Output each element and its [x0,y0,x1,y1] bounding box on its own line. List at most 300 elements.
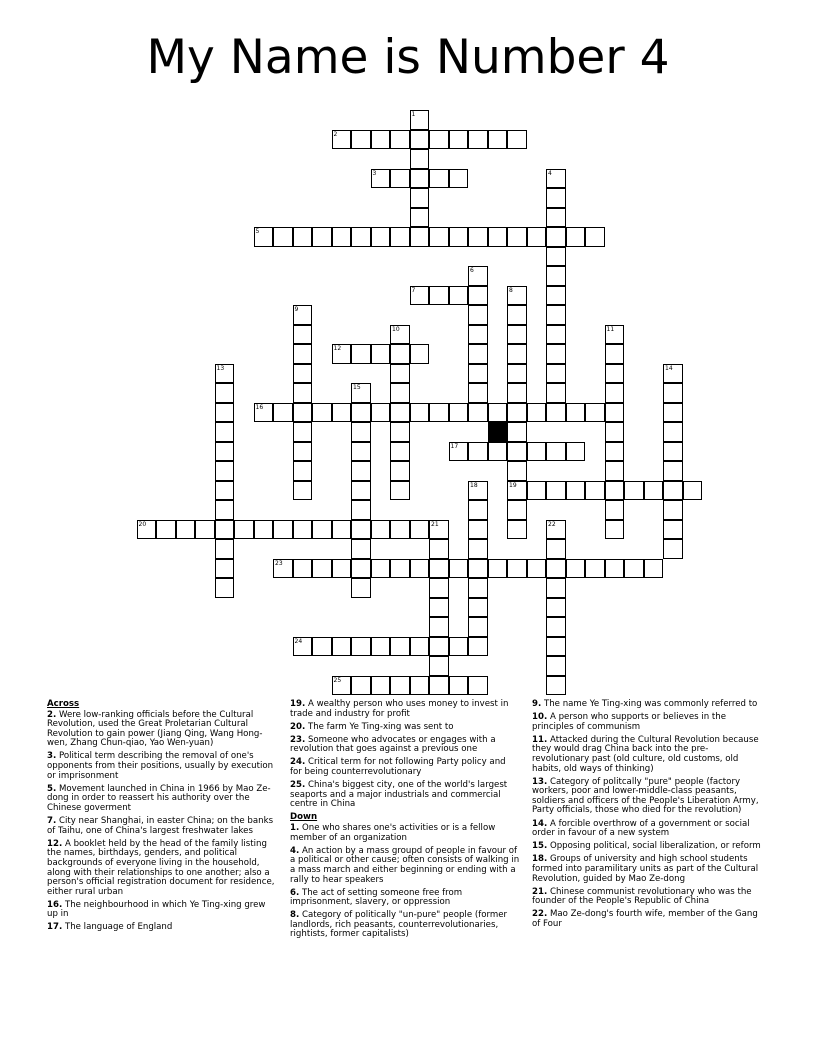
crossword-cell[interactable] [137,520,157,540]
crossword-cell[interactable] [507,130,527,150]
crossword-cell[interactable] [371,520,391,540]
crossword-cell[interactable] [507,461,527,481]
crossword-cell[interactable] [507,500,527,520]
crossword-cell[interactable] [429,676,449,696]
crossword-cell[interactable] [254,520,274,540]
crossword-cell[interactable] [371,637,391,657]
crossword-cell[interactable] [449,442,469,462]
crossword-cell[interactable] [332,559,352,579]
crossword-cell[interactable] [351,344,371,364]
crossword-cell[interactable] [410,208,430,228]
crossword-cell[interactable] [449,637,469,657]
crossword-cell[interactable] [429,520,449,540]
crossword-cell[interactable] [624,559,644,579]
crossword-cell[interactable] [254,403,274,423]
clue-item-number: 19. [290,699,306,709]
clues-column-1 [47,700,277,937]
crossword-cell[interactable] [254,227,274,247]
crossword-cell[interactable] [351,481,371,501]
crossword-cell[interactable] [468,130,488,150]
clue-number: 7 [411,286,416,294]
crossword-cell[interactable] [566,559,586,579]
crossword-cell[interactable] [215,422,235,442]
clue-item-number: 21. [532,886,548,897]
crossword-cell[interactable] [410,188,430,208]
clue-item: 1. One who shares one's activities or is a fellow member of an organization [290,823,496,843]
across-clue-list [47,711,277,933]
crossword-cell[interactable] [293,383,313,403]
clue-number: 10 [392,325,400,333]
clue-number: 16 [255,403,264,411]
crossword-cell[interactable] [546,617,566,637]
crossword-cell[interactable] [468,676,488,696]
crossword-cell[interactable] [410,227,430,247]
crossword-cell[interactable] [566,442,586,462]
crossword-cell[interactable] [332,227,352,247]
crossword-cell[interactable] [215,481,235,501]
across-clue-list-continued [290,700,520,810]
crossword-cell[interactable] [644,559,664,579]
crossword-cell[interactable] [410,130,430,150]
clues-column-3 [532,700,762,933]
crossword-cell[interactable] [390,637,410,657]
clue-item: 8. Category of politically "un-pure" people (former landlords, rich peasants, counterrevolutionaries, rightists, former capitalists) [290,910,508,940]
crossword-cell[interactable] [371,130,391,150]
crossword-cell[interactable] [390,559,410,579]
crossword-cell[interactable] [468,325,488,345]
crossword-cell[interactable] [605,403,625,423]
clue-item: 22. Mao Ze-dong's fourth wife, member of the Gang of Four [532,909,758,929]
clue-item-number: 5. [47,783,57,794]
crossword-cell[interactable] [293,325,313,345]
clue-item-number: 6. [290,887,300,898]
crossword-cell[interactable] [371,344,391,364]
clue-number: 11 [606,325,615,333]
crossword-cell[interactable] [371,559,391,579]
crossword-cell[interactable] [332,403,352,423]
crossword-cell[interactable] [273,403,293,423]
crossword-cell[interactable] [293,461,313,481]
crossword-cell[interactable] [293,481,313,501]
crossword-cell[interactable] [546,442,566,462]
crossword-cell[interactable] [390,227,410,247]
crossword-cell[interactable] [293,520,313,540]
clue-item: 7. City near Shanghai, in easter China; on the banks of Taihu, one of China's largest freshwater lakes [47,816,274,836]
crossword-cell[interactable] [683,481,703,501]
crossword-cell[interactable] [546,539,566,559]
clue-item: 9. The name Ye Ting-xing was commonly referred to [532,699,758,709]
crossword-cell[interactable] [468,598,488,618]
clue-item-number: 22. [532,909,548,920]
crossword-cell[interactable] [449,227,469,247]
crossword-cell[interactable] [429,637,449,657]
crossword-cell[interactable] [371,403,391,423]
crossword-cell[interactable] [332,130,352,150]
crossword-cell[interactable] [507,325,527,345]
crossword-cell[interactable] [468,520,488,540]
crossword-cell[interactable] [449,676,469,696]
clue-item: 25. China's biggest city, one of the world's largest seaports and a major industrials and commercial centre in China [290,780,508,810]
crossword-cell[interactable] [312,559,332,579]
clue-number: 8 [509,286,513,294]
crossword-cell[interactable] [332,637,352,657]
crossword-cell[interactable] [449,559,469,579]
clue-item-number: 24. [290,757,306,768]
crossword-cell[interactable] [390,422,410,442]
crossword-cell[interactable] [663,422,683,442]
crossword-cell[interactable] [605,481,625,501]
crossword-cell[interactable] [293,637,313,657]
crossword-cell[interactable] [156,520,176,540]
clue-number: 1 [411,111,416,118]
crossword-cell[interactable] [663,500,683,520]
crossword-cell[interactable] [507,383,527,403]
clue-item: 20. The farm Ye Ting-xing was sent to [290,721,454,732]
crossword-cell[interactable] [546,403,566,423]
clue-item-number: 7. [47,816,57,827]
crossword-cell[interactable] [429,286,449,306]
crossword-cell[interactable] [371,169,391,189]
crossword-cell[interactable] [215,442,235,462]
clue-item: 15. Opposing political, social liberalization, or reform [532,841,761,852]
crossword-cell[interactable] [546,364,566,384]
crossword-cell[interactable] [585,403,605,423]
clue-number: 12 [333,345,342,352]
clue-item: 11. Attacked during the Cultural Revolution because they would drag China back into the pre-revolutionary past (old culture, old customs, old habits, old ways of thinking) [532,734,759,774]
crossword-cell[interactable] [507,286,527,306]
crossword-cell[interactable] [410,149,430,169]
crossword-cell[interactable] [527,481,547,501]
crossword-cell[interactable] [605,442,625,462]
crossword-cell[interactable] [507,520,527,540]
crossword-cell[interactable] [390,481,410,501]
crossword-cell[interactable] [176,520,196,540]
crossword-cell[interactable] [663,383,683,403]
crossword-cell[interactable] [273,520,293,540]
crossword-cell[interactable] [215,383,235,403]
crossword-cell[interactable] [234,520,254,540]
crossword-cell[interactable] [605,422,625,442]
crossword-cell[interactable] [663,442,683,462]
clue-item: 2. Were low-ranking officials before the Cultural Revolution, used the Great Proletarian Cultural Revolution to gain power (Jiang Qing, Wang Hong-wen, Zhang Chun-qiao, Yao Wen-yuan) [47,709,263,749]
crossword-cell[interactable] [351,227,371,247]
crossword-cell[interactable] [663,403,683,423]
clue-item: 24. Critical term for not following Party policy and for being counterrevolutionary [290,757,506,778]
crossword-cell[interactable] [605,461,625,481]
clue-number: 14 [665,364,673,372]
crossword-cell[interactable] [546,188,566,208]
crossword-cell[interactable] [585,227,605,247]
crossword-cell[interactable] [390,344,410,364]
crossword-cell[interactable] [488,130,508,150]
crossword-cell[interactable] [410,286,430,306]
crossword-cell[interactable] [215,403,235,423]
crossword-cell[interactable] [624,481,644,501]
down-clue-list [290,824,520,940]
crossword-cell[interactable] [546,266,566,286]
crossword-cell[interactable] [293,559,313,579]
crossword-cell[interactable] [332,344,352,364]
crossword-cell[interactable] [585,559,605,579]
crossword-cell[interactable] [293,305,313,325]
crossword-cell[interactable] [410,110,430,130]
clue-number: 21 [431,520,439,528]
crossword-cell[interactable] [468,227,488,247]
crossword-cell[interactable] [527,442,547,462]
crossword-cell[interactable] [468,286,488,306]
crossword-cell[interactable] [605,559,625,579]
crossword-cell[interactable] [468,442,488,462]
crossword-cell[interactable] [332,520,352,540]
crossword-cell[interactable] [546,481,566,501]
crossword-cell[interactable] [663,539,683,559]
crossword-cell[interactable] [663,364,683,384]
crossword-cell[interactable] [644,481,664,501]
crossword-cell[interactable] [546,598,566,618]
crossword-cell[interactable] [546,383,566,403]
crossword-cell[interactable] [429,598,449,618]
crossword-cell[interactable] [468,266,488,286]
across-heading: Across [47,699,80,709]
crossword-cell[interactable] [410,676,430,696]
crossword-cell[interactable] [546,169,566,189]
clue-item: 19. A wealthy person who uses money to invest in trade and industry for profit [290,699,509,719]
crossword-cell[interactable] [312,403,332,423]
crossword-cell[interactable] [507,442,527,462]
clue-number: 18 [470,481,478,489]
crossword-cell[interactable] [488,442,508,462]
clue-item: 12. A booklet held by the head of the family listing the names, birthdays, genders, and political backgrounds of everyone living in the household, along with their relationships to one another; also a person's official registration document for residence, either rural urban [47,838,275,897]
crossword-cell[interactable] [410,403,430,423]
crossword-cell[interactable] [312,227,332,247]
crossword-cell[interactable] [663,520,683,540]
crossword-cell[interactable] [351,500,371,520]
crossword-cell[interactable] [546,227,566,247]
crossword-cell[interactable] [215,364,235,384]
crossword-cell[interactable] [546,325,566,345]
clue-item-number: 12. [47,838,63,849]
crossword-cell[interactable] [312,520,332,540]
clue-item: 18. Groups of university and high school students formed into paramilitary units as part of the Cultural Revolution, guided by Mao Ze-dong [532,854,759,884]
crossword-cell[interactable] [215,461,235,481]
clue-number: 19 [509,481,517,489]
crossword-cell[interactable] [605,383,625,403]
crossword-cell[interactable] [215,520,235,540]
crossword-cell[interactable] [429,227,449,247]
crossword-cell[interactable] [293,422,313,442]
crossword-cell[interactable] [390,676,410,696]
crossword-cell[interactable] [507,305,527,325]
crossword-cell[interactable] [468,539,488,559]
crossword-cell[interactable] [351,130,371,150]
crossword-cell[interactable] [468,500,488,520]
crossword-cell[interactable] [449,130,469,150]
crossword-cell[interactable] [468,481,488,501]
crossword-cell[interactable] [546,637,566,657]
crossword-cell[interactable] [468,344,488,364]
crossword-cell[interactable] [215,559,235,579]
crossword-cell[interactable] [566,227,586,247]
crossword-cell[interactable] [605,364,625,384]
clue-number: 22 [548,520,556,528]
crossword-cell[interactable] [507,227,527,247]
crossword-cell[interactable] [488,227,508,247]
crossword-cell[interactable] [605,500,625,520]
clue-item-number: 10. [532,712,548,723]
crossword-cell[interactable] [390,461,410,481]
crossword-cell[interactable] [429,130,449,150]
crossword-cell[interactable] [663,461,683,481]
crossword-cell[interactable] [351,461,371,481]
crossword-cell[interactable] [546,676,566,696]
crossword-cell[interactable] [507,364,527,384]
crossword-cell[interactable] [527,403,547,423]
clue-number: 20 [138,520,147,528]
clue-item-number: 1. [290,823,300,834]
clue-number: 2 [333,130,338,138]
crossword-cell[interactable] [605,325,625,345]
clue-number: 24 [294,637,303,645]
crossword-cell[interactable] [293,403,313,423]
clue-item-number: 25. [290,780,306,791]
crossword-cell[interactable] [488,403,508,423]
crossword-cell[interactable] [390,383,410,403]
clue-number: 9 [294,306,299,313]
crossword-cell[interactable] [273,227,293,247]
crossword-cell[interactable] [527,559,547,579]
clue-item: 10. A person who supports or believes in the principles of communism [532,712,727,732]
crossword-cell[interactable] [507,403,527,423]
crossword-cell[interactable] [566,403,586,423]
crossword-cell[interactable] [293,344,313,364]
crossword-cell[interactable] [410,169,430,189]
crossword-cell[interactable] [390,325,410,345]
crossword-cell[interactable] [410,559,430,579]
crossword-cell[interactable] [566,481,586,501]
crossword-cell[interactable] [429,169,449,189]
clue-item: 17. The language of England [47,922,173,933]
crossword-cell[interactable] [351,676,371,696]
crossword-cell[interactable] [351,422,371,442]
crossword-cell[interactable] [527,227,547,247]
crossword-cell[interactable] [449,286,469,306]
crossword-cell[interactable] [546,578,566,598]
crossword-cell[interactable] [351,578,371,598]
clue-item-number: 23. [290,734,306,745]
crossword-cell[interactable] [507,559,527,579]
clue-item-number: 18. [532,854,548,865]
crossword-cell[interactable] [488,559,508,579]
crossword-cell[interactable] [429,578,449,598]
clue-item-number: 20. [290,721,306,732]
clue-item: 23. Someone who advocates or engages with a revolution that goes against a previous one [290,734,496,755]
clue-item-number: 3. [47,751,57,762]
crossword-cell[interactable] [546,559,566,579]
crossword-cell[interactable] [351,403,371,423]
crossword-cell[interactable] [585,481,605,501]
crossword-cell[interactable] [332,676,352,696]
crossword-cell[interactable] [605,344,625,364]
crossword-cell[interactable] [371,676,391,696]
crossword-cell[interactable] [410,520,430,540]
crossword-cell[interactable] [429,656,449,676]
crossword-cell[interactable] [215,500,235,520]
crossword-cell[interactable] [371,227,391,247]
crossword-cell[interactable] [449,403,469,423]
crossword-cell[interactable] [312,637,332,657]
crossword-cell[interactable] [546,286,566,306]
crossword-cell[interactable] [449,169,469,189]
crossword-cell[interactable] [507,481,527,501]
crossword-cell[interactable] [429,559,449,579]
crossword-cell[interactable] [410,344,430,364]
crossword-cell[interactable] [468,305,488,325]
crossword-cell[interactable] [507,344,527,364]
crossword-cell[interactable] [546,208,566,228]
clue-item: 5. Movement launched in China in 1966 by Mao Ze-dong in order to reassert his authority over the Chinese goverment [47,783,271,813]
crossword-cell[interactable] [468,403,488,423]
crossword-cell[interactable] [546,656,566,676]
clue-number: 13 [216,364,225,372]
crossword-cell[interactable] [605,520,625,540]
clue-item-number: 17. [47,922,63,933]
crossword-cell[interactable] [468,364,488,384]
crossword-cell[interactable] [351,442,371,462]
crossword-cell[interactable] [293,364,313,384]
crossword-cell[interactable] [546,344,566,364]
crossword-cell[interactable] [293,442,313,462]
clue-item-number: 13. [532,776,548,787]
crossword-cell[interactable] [293,227,313,247]
crossword-cell[interactable] [390,130,410,150]
crossword-cell[interactable] [351,520,371,540]
crossword-cell[interactable] [468,559,488,579]
crossword-cell[interactable] [215,578,235,598]
clue-number: 17 [450,442,459,450]
crossword-cell[interactable] [351,383,371,403]
crossword-cell[interactable] [546,520,566,540]
crossword-cell[interactable] [546,305,566,325]
clue-item-number: 2. [47,709,57,720]
crossword-cell[interactable] [351,637,371,657]
crossword-cell[interactable] [663,481,683,501]
crossword-cell[interactable] [429,617,449,637]
crossword-cell[interactable] [390,364,410,384]
crossword-cell[interactable] [546,247,566,267]
crossword-cell[interactable] [468,383,488,403]
crossword-cell[interactable] [273,559,293,579]
crossword-cell[interactable] [429,403,449,423]
crossword-cell[interactable] [468,637,488,657]
crossword-cell[interactable] [468,578,488,598]
crossword-cell[interactable] [195,520,215,540]
crossword-cell[interactable] [390,442,410,462]
clue-number: 5 [255,228,260,235]
crossword-cell[interactable] [390,169,410,189]
crossword-cell[interactable] [215,539,235,559]
crossword-cell[interactable] [507,422,527,442]
clue-item: 3. Political term describing the removal of one's opponents from their positions, usually by execution or imprisonment [47,751,274,781]
crossword-cell[interactable] [410,637,430,657]
crossword-cell[interactable] [390,403,410,423]
crossword-cell[interactable] [429,539,449,559]
crossword-cell[interactable] [468,617,488,637]
crossword-cell[interactable] [390,520,410,540]
clues-column-2 [290,700,520,944]
clue-number: 3 [372,169,377,177]
crossword-cell[interactable] [351,539,371,559]
crossword-cell[interactable] [351,559,371,579]
